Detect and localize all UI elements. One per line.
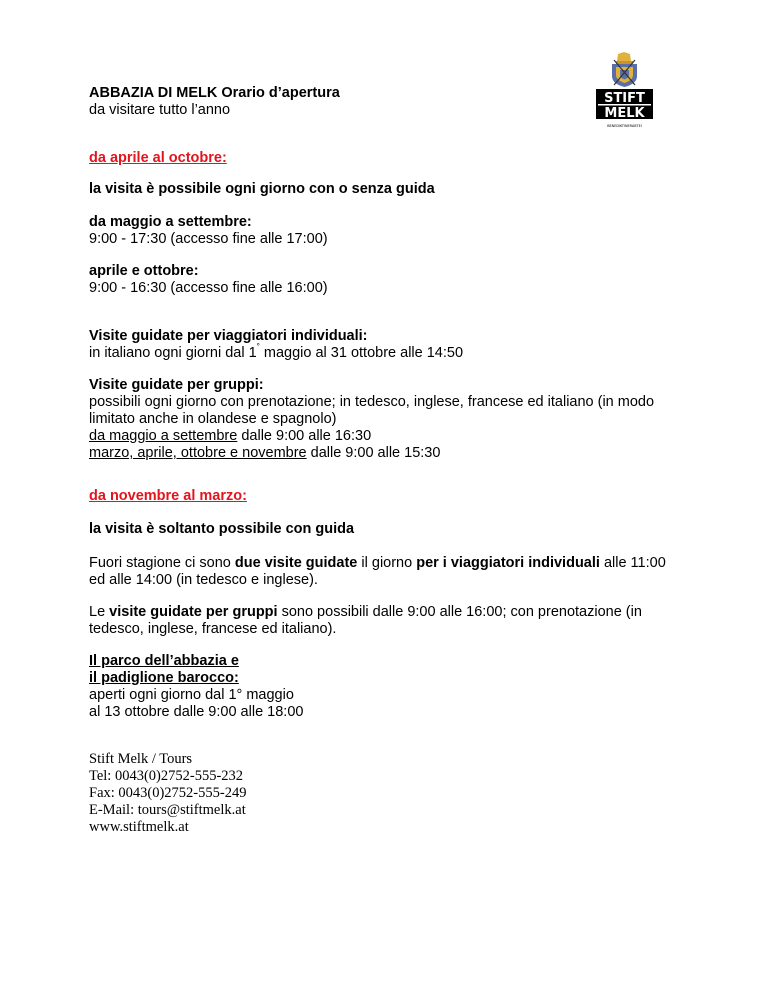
winter-paragraph-1 xyxy=(89,555,679,589)
individual-text-b: maggio al 31 ottobre alle 14:50 xyxy=(259,345,464,361)
group-tours-text: possibili ogni giorno con prenotazione; in tedesco, inglese, francese ed italiano (in modo limitato anche in olandese e spagnolo) xyxy=(89,394,655,427)
summer-intro: la visita è possibile ogni giorno con o senza guida xyxy=(89,181,435,197)
may-sep-label: da maggio a settembre: xyxy=(89,214,252,230)
contact-block xyxy=(89,751,689,836)
logo-line2: MELK xyxy=(604,106,645,121)
winter-p2-b1: visite guidate per gruppi xyxy=(109,604,278,620)
contact-tel: Tel: 0043(0)2752-555-232 xyxy=(89,768,244,784)
contact-name: Stift Melk / Tours xyxy=(89,751,193,767)
apr-oct-hours: 9:00 - 16:30 (accesso fine alle 16:00) xyxy=(89,280,328,296)
group-tours-label: Visite guidate per gruppi: xyxy=(89,377,264,393)
contact-email: E-Mail: tours@stiftmelk.at xyxy=(89,802,246,818)
summer-heading: da aprile al octobre: xyxy=(89,150,227,166)
group-period-2-label: marzo, aprile, ottobre e novembre xyxy=(89,445,307,461)
crest-icon xyxy=(594,52,655,132)
park-heading-2: il padiglione barocco: xyxy=(89,670,239,686)
winter-intro: la visita è soltanto possibile con guida xyxy=(89,521,355,537)
group-tours-block xyxy=(89,377,689,462)
winter-paragraph-2 xyxy=(89,604,649,638)
winter-p1-b2: per i viaggiatori individuali xyxy=(416,555,600,571)
park-heading-1: Il parco dell’abbazia e xyxy=(89,653,239,669)
individual-sup: ° xyxy=(256,342,260,351)
group-period-2-hours: dalle 9:00 alle 15:30 xyxy=(306,445,441,461)
park-block xyxy=(89,653,689,721)
document-subtitle: da visitare tutto l’anno xyxy=(89,102,231,118)
contact-fax: Fax: 0043(0)2752-555-249 xyxy=(89,785,247,801)
document-title: ABBAZIA DI MELK Orario d’apertura xyxy=(89,85,340,101)
winter-p1-t2: il giorno xyxy=(357,555,417,571)
may-sep-block xyxy=(89,214,689,248)
winter-p1-t3: alle 11:00 ed alle 14:00 (in tedesco e inglese). xyxy=(89,555,666,588)
contact-web: www.stiftmelk.at xyxy=(89,819,189,835)
winter-p2-t2: sono possibili dalle 9:00 alle 16:00; con prenotazione (in tedesco, inglese, francese ed italiano). xyxy=(89,604,642,637)
individual-text-a: in italiano ogni giorni dal 1 xyxy=(89,345,257,361)
may-sep-hours: 9:00 - 17:30 (accesso fine alle 17:00) xyxy=(89,231,328,247)
winter-p2-t1: Le xyxy=(89,604,110,620)
park-line-2: al 13 ottobre dalle 9:00 alle 18:00 xyxy=(89,704,304,720)
individual-tours-text xyxy=(89,342,689,362)
group-period-1-label: da maggio a settembre xyxy=(89,428,238,444)
group-period-1 xyxy=(89,428,689,445)
stift-melk-logo xyxy=(594,52,655,132)
logo-tagline: BENEDIKTINERABTEI xyxy=(607,124,642,128)
park-line-1: aperti ogni giorno dal 1° maggio xyxy=(89,687,294,703)
individual-tours-label: Visite guidate per viaggiatori individuali: xyxy=(89,328,368,344)
apr-oct-block xyxy=(89,263,689,297)
winter-p1-b1: due visite guidate xyxy=(234,555,358,571)
winter-p1-t1: Fuori stagione ci sono xyxy=(89,555,235,571)
group-period-2 xyxy=(89,445,689,462)
winter-heading: da novembre al marzo: xyxy=(89,488,247,504)
individual-tours-block xyxy=(89,328,689,362)
logo-line1: STIFT xyxy=(604,91,645,106)
group-period-1-hours: dalle 9:00 alle 16:30 xyxy=(237,428,372,444)
apr-oct-label: aprile e ottobre: xyxy=(89,263,199,279)
